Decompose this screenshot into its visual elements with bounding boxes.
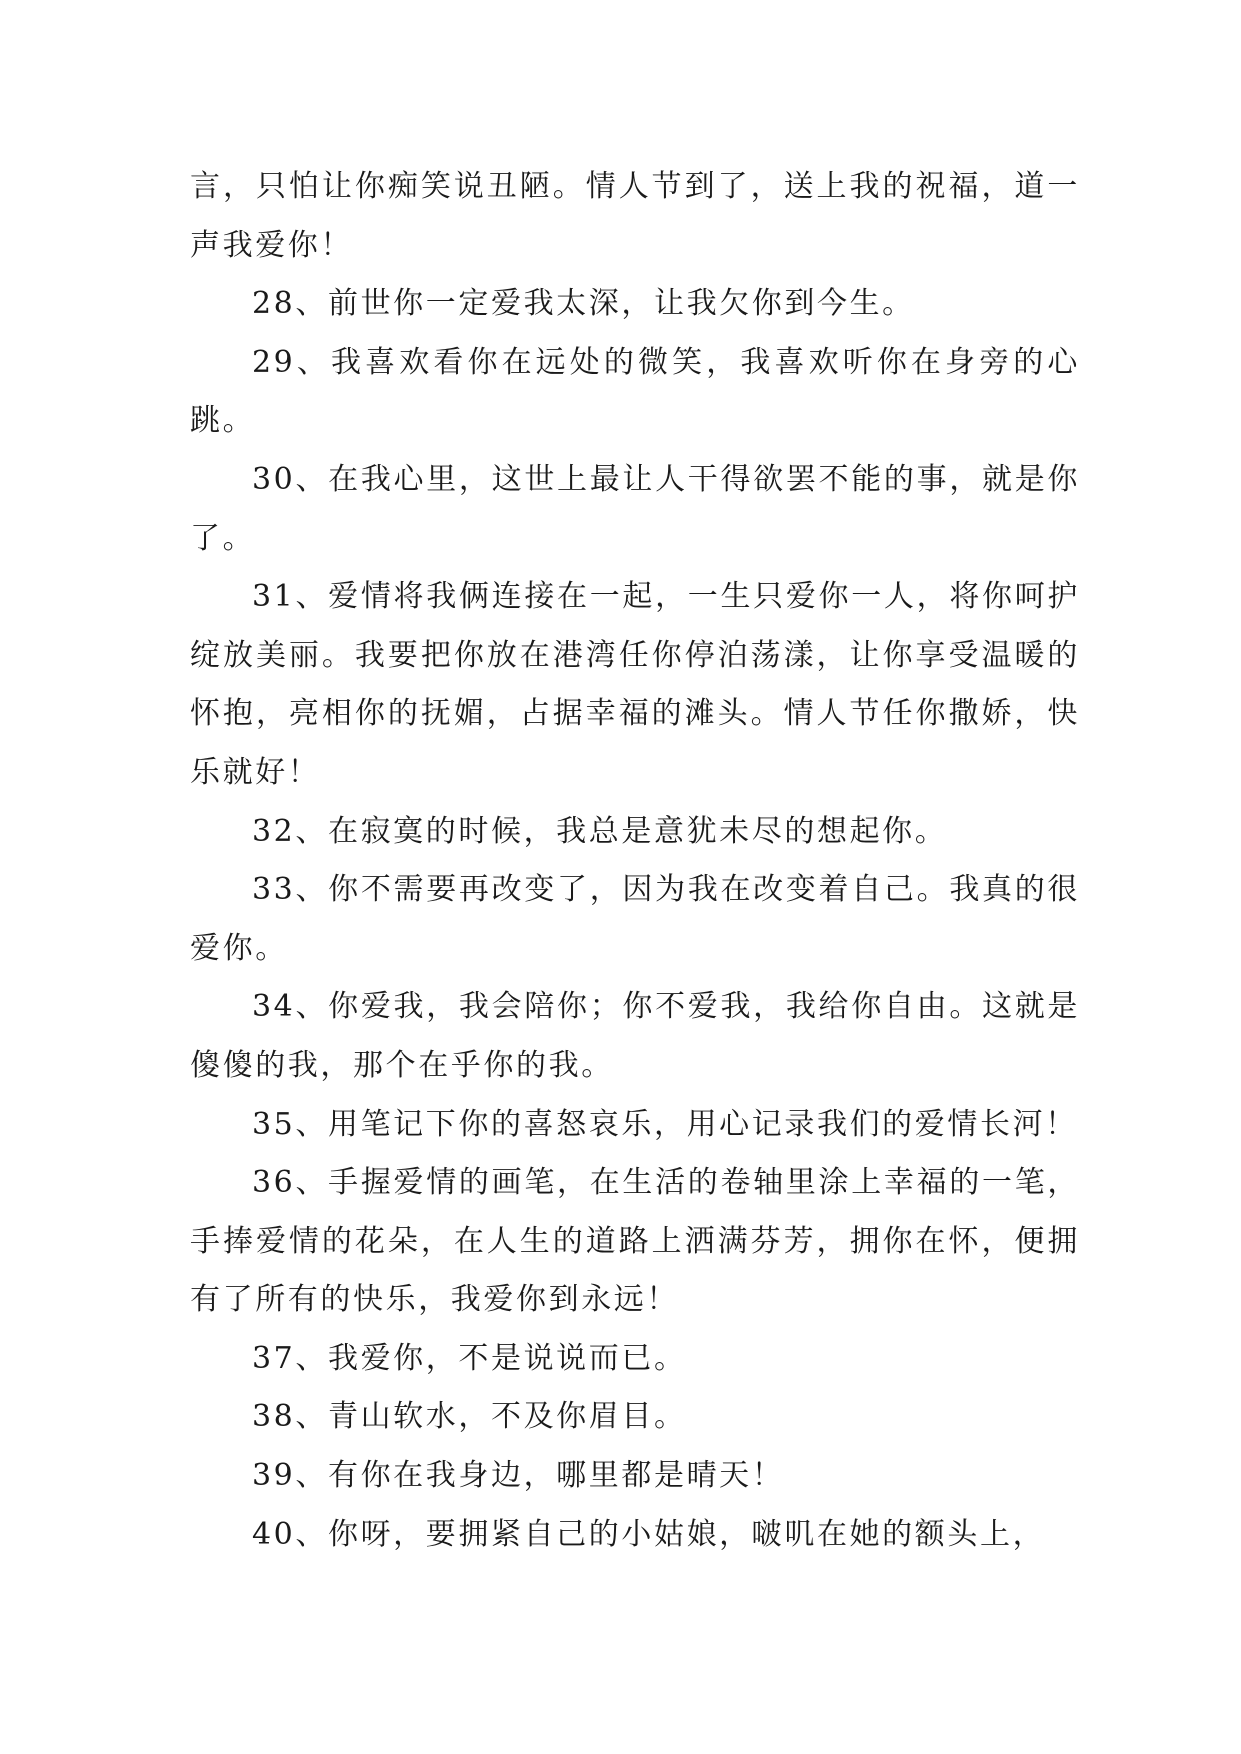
paragraph-35: 35、用笔记下你的喜怒哀乐，用心记录我们的爱情长河！ <box>252 1106 1078 1142</box>
paragraph-39: 39、有你在我身边，哪里都是晴天！ <box>252 1458 785 1494</box>
paragraph-28: 28、前世你一定爱我太深，让我欠你到今生。 <box>252 286 915 322</box>
paragraph-31: 31、爱情将我俩连接在一起，一生只爱你一人，将你呵护绽放美丽。我要把你放在港湾任你停泊荡漾，让你享受温暖的怀抱，亮相你的抚媚，占据幸福的滩头。情人节任你撒娇，快乐就好！ <box>190 579 1080 790</box>
paragraph-30: 30、在我心里，这世上最让人干得欲罢不能的事，就是你了。 <box>190 461 1080 556</box>
paragraph-36: 36、手握爱情的画笔，在生活的卷轴里涂上幸福的一笔，手捧爱情的花朵，在人生的道路上洒满芬芳，拥你在怀，便拥有了所有的快乐，我爱你到永远！ <box>190 1165 1080 1318</box>
paragraph-34: 34、你爱我，我会陪你；你不爱我，我给你自由。这就是傻傻的我，那个在乎你的我。 <box>190 989 1080 1083</box>
paragraph-32: 32、在寂寞的时候，我总是意犹未尽的想起你。 <box>252 813 948 849</box>
paragraph-29: 29、我喜欢看你在远处的微笑，我喜欢听你在身旁的心跳。 <box>190 344 1080 439</box>
paragraph-37: 37、我爱你，不是说说而已。 <box>252 1340 687 1376</box>
paragraph-38: 38、青山软水，不及你眉目。 <box>252 1399 687 1435</box>
paragraph-33: 33、你不需要再改变了，因为我在改变着自己。我真的很爱你。 <box>190 872 1080 966</box>
paragraph-40: 40、你呀，要拥紧自己的小姑娘，啵叽在她的额头上， <box>252 1516 1046 1552</box>
document-body <box>190 158 1080 1564</box>
paragraph-continued: 言，只怕让你痴笑说丑陋。情人节到了，送上我的祝福，道一声我爱你！ <box>190 169 1080 263</box>
